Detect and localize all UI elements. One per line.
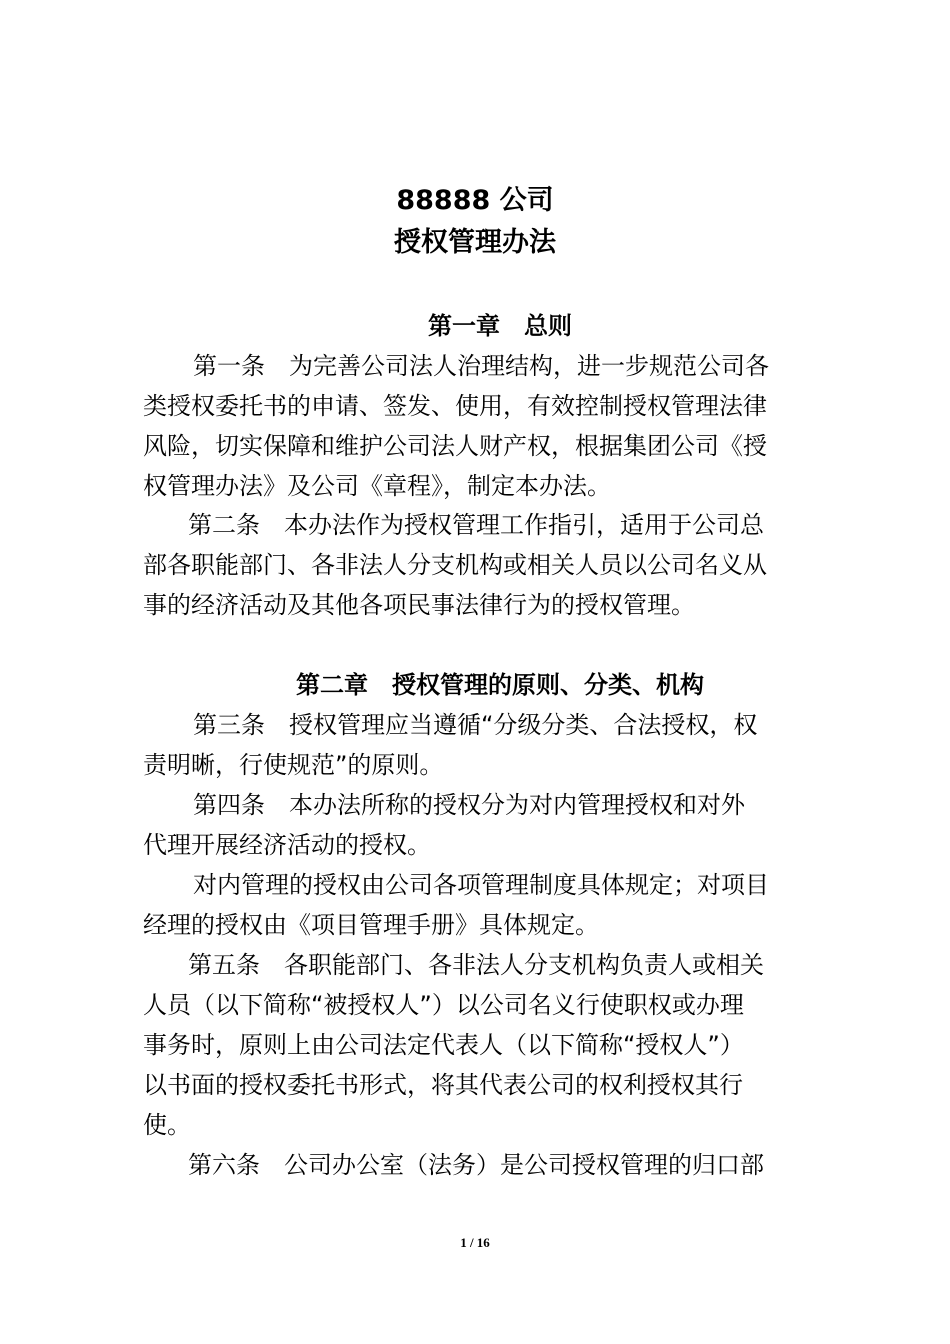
article-6-line: 第六条 公司办公室（法务）是公司授权管理的归口部 — [188, 1151, 764, 1179]
article-4-p2-line: 经理的授权由《项目管理手册》具体规定。 — [143, 911, 599, 939]
article-5-line: 第五条 各职能部门、各非法人分支机构负责人或相关 — [188, 951, 764, 979]
article-2-line: 第二条 本办法作为授权管理工作指引，适用于公司总 — [188, 511, 764, 539]
document-title-company: 88888 公司 — [396, 185, 554, 216]
article-1 — [143, 346, 808, 386]
article-4-p2-line: 对内管理的授权由公司各项管理制度具体规定；对项目 — [193, 871, 769, 899]
article-6 — [143, 1145, 808, 1185]
article-1-line: 风险，切实保障和维护公司法人财产权，根据集团公司《授 — [143, 432, 767, 460]
article-3 — [143, 705, 808, 745]
page-number: 1 / 16 — [460, 1235, 490, 1250]
article-5-line: 以书面的授权委托书形式，将其代表公司的权利授权其行 — [143, 1071, 743, 1099]
article-4-paragraph-2 — [143, 865, 808, 905]
article-1-line: 权管理办法》及公司《章程》，制定本办法。 — [143, 472, 611, 500]
article-3-line: 第三条 授权管理应当遵循“分级分类、合法授权，权 — [193, 711, 758, 739]
article-3-line: 责明晰，行使规范”的原则。 — [143, 751, 444, 779]
chapter-heading-1: 第一章 总则 — [428, 312, 572, 340]
article-5-line: 人员（以下简称“被授权人”）以公司名义行使职权或办理 — [143, 991, 744, 1019]
article-2-line: 事的经济活动及其他各项民事法律行为的授权管理。 — [143, 591, 695, 619]
chapter-heading-2: 第二章 授权管理的原则、分类、机构 — [296, 671, 704, 699]
article-1-line: 第一条 为完善公司法人治理结构，进一步规范公司各 — [193, 352, 769, 380]
article-2-cont — [143, 545, 808, 625]
article-1-line: 类授权委托书的申请、签发、使用，有效控制授权管理法律 — [143, 392, 767, 420]
article-4-line: 第四条 本办法所称的授权分为对内管理授权和对外 — [193, 791, 745, 819]
article-2 — [143, 505, 808, 545]
article-4-line: 代理开展经济活动的授权。 — [143, 831, 431, 859]
article-4-cont — [143, 825, 808, 865]
article-3-cont — [143, 745, 808, 785]
article-2-line: 部各职能部门、各非法人分支机构或相关人员以公司名义从 — [143, 551, 767, 579]
article-5 — [143, 945, 808, 985]
article-1-cont — [143, 386, 808, 506]
article-5-cont — [143, 985, 808, 1145]
article-4 — [143, 785, 808, 825]
article-5-line: 事务时，原则上由公司法定代表人（以下简称“授权人”） — [143, 1031, 744, 1059]
article-5-line: 使。 — [143, 1111, 191, 1139]
article-4-paragraph-2-cont — [143, 905, 808, 945]
document-title: 授权管理办法 — [394, 227, 556, 258]
